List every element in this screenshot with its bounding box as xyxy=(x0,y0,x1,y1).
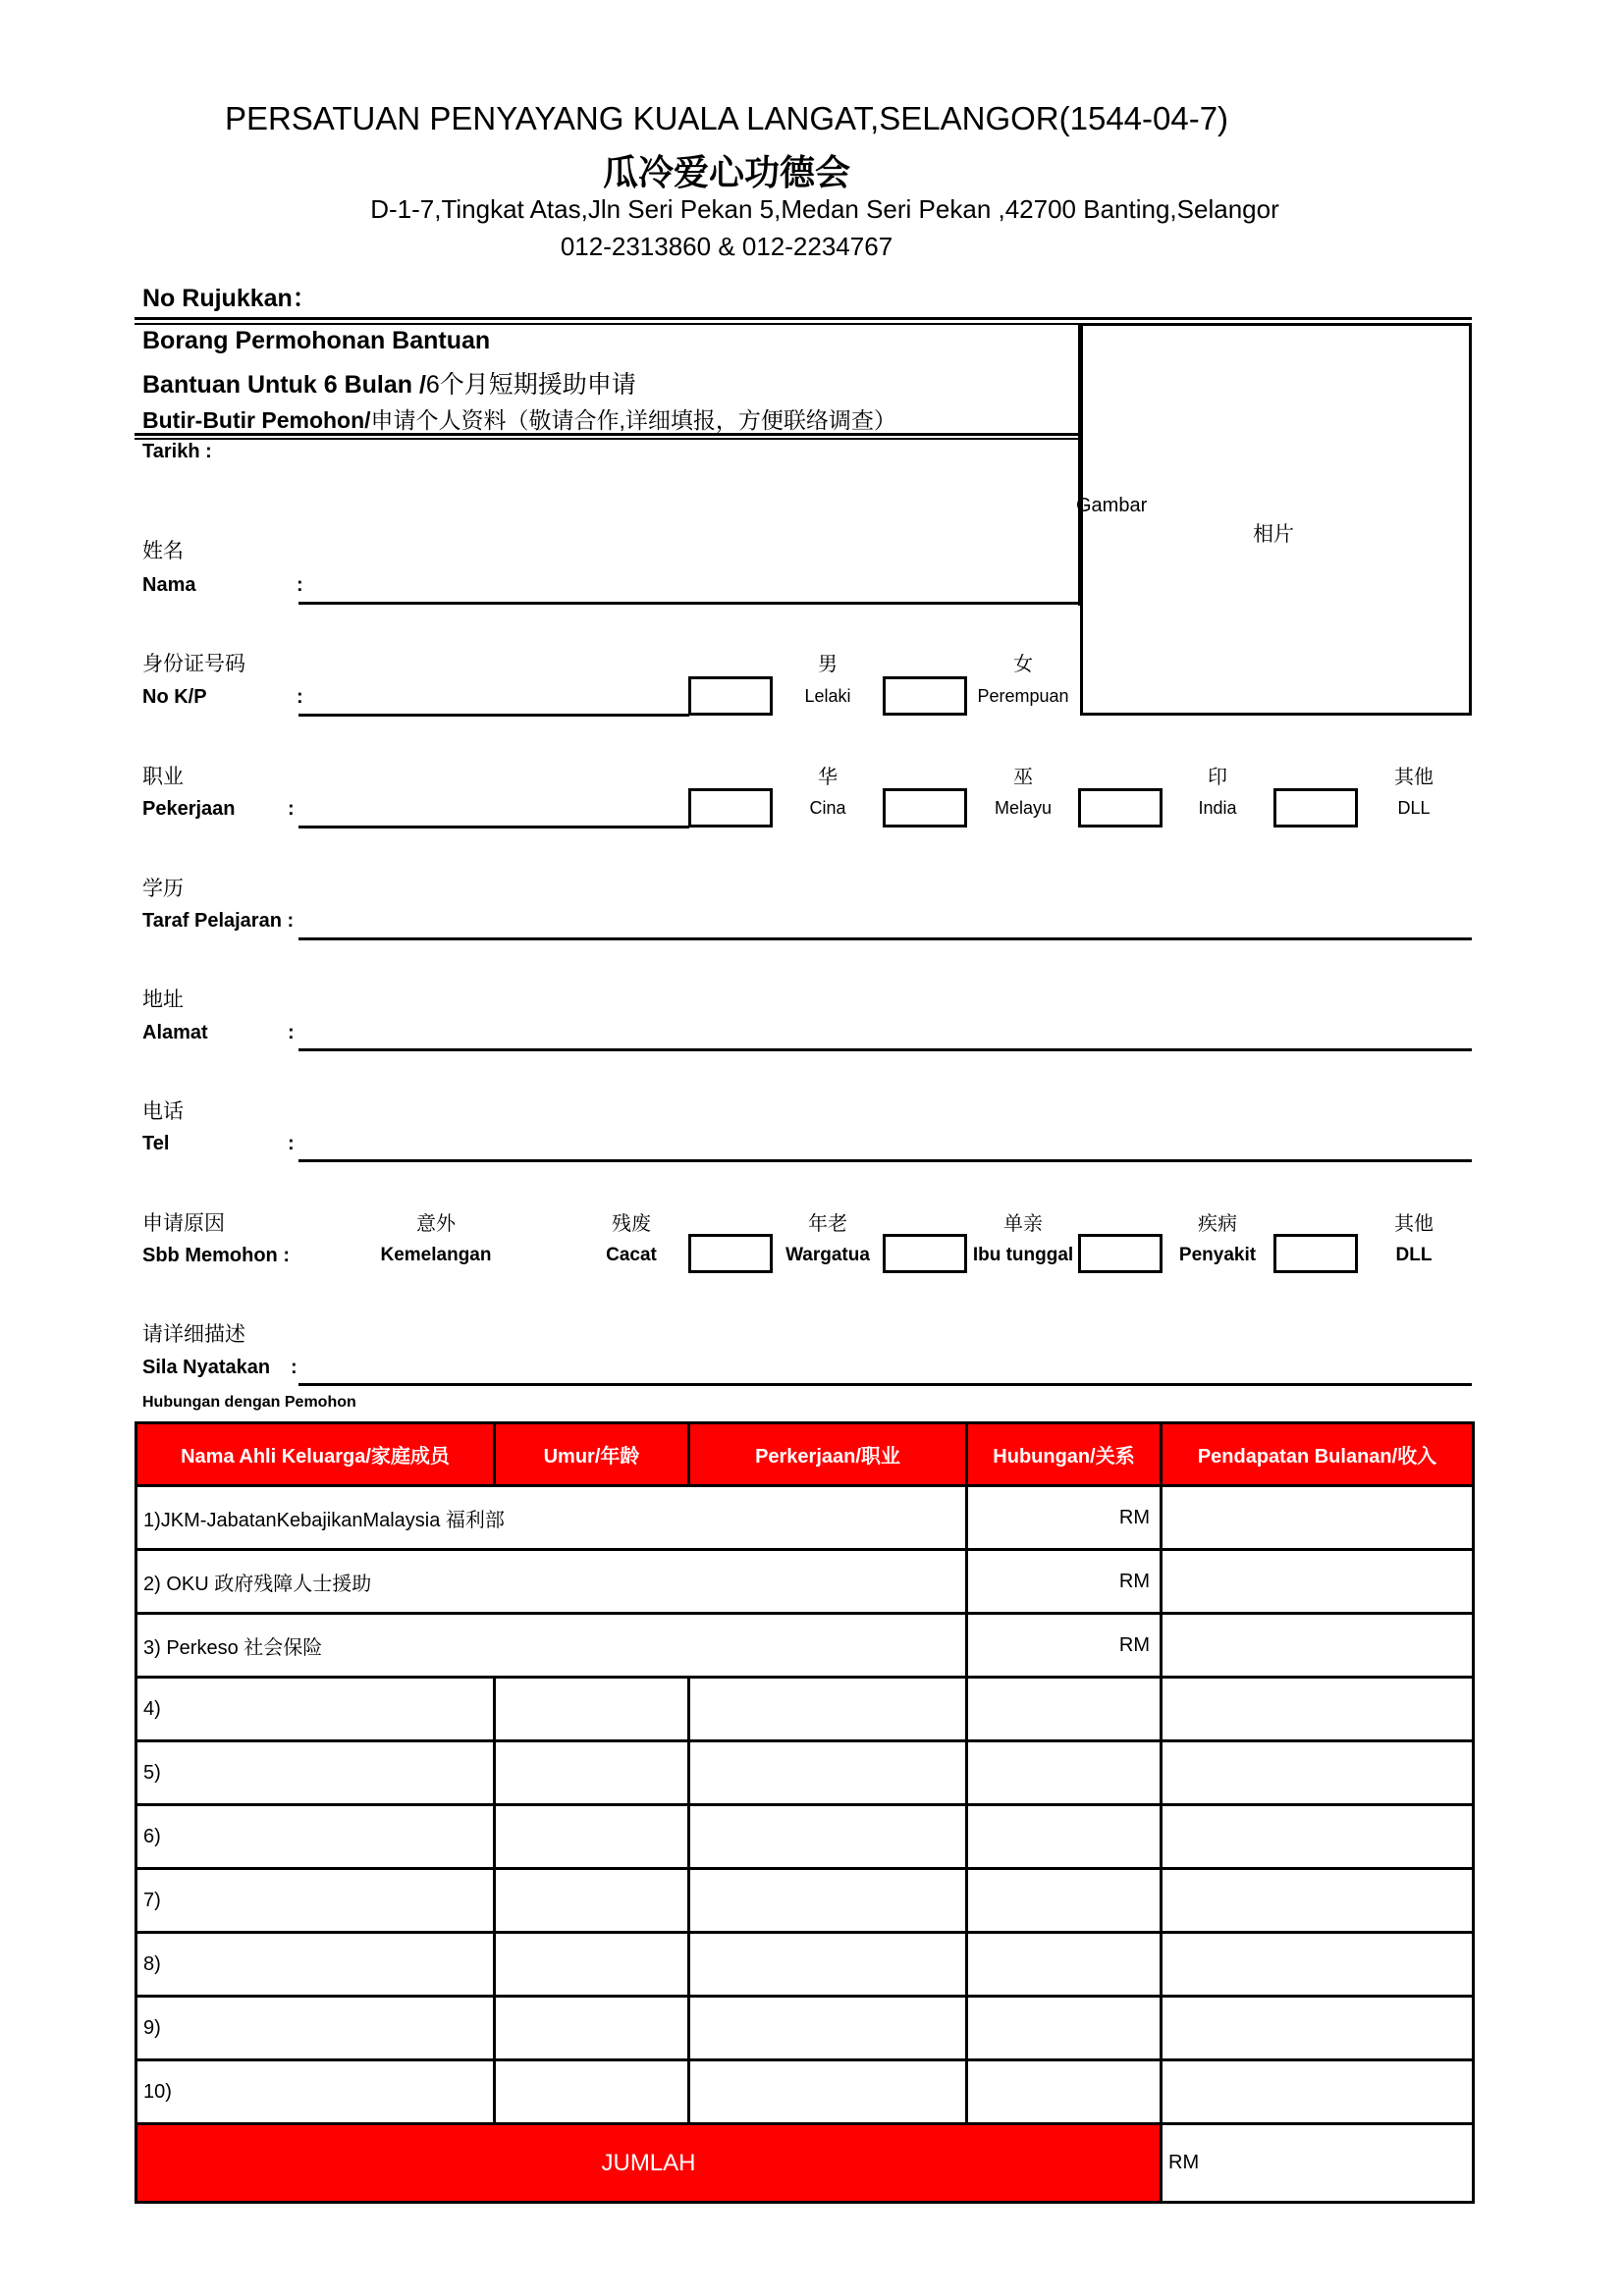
race-indian-label: India xyxy=(1198,798,1237,818)
table-row xyxy=(136,2060,1474,2124)
relation-cell[interactable] xyxy=(967,1678,1162,1741)
female-label: Perempuan xyxy=(977,686,1069,706)
male-label-cn: 男 xyxy=(818,654,838,675)
details-cn: 申请个人资料（敬请合作,详细填报，方便联络调查） xyxy=(370,407,896,433)
age-cell[interactable] xyxy=(495,1678,689,1741)
race-other-label: DLL xyxy=(1397,798,1431,818)
photo-label-cn: 相片 xyxy=(1253,523,1294,546)
row-number: 9) xyxy=(136,1997,495,2060)
applicant-details-heading xyxy=(142,402,896,435)
job-cell[interactable] xyxy=(689,1869,967,1933)
colon: : xyxy=(297,686,303,708)
reason-label-cn: 申请原因 xyxy=(142,1212,225,1235)
describe-field[interactable] xyxy=(298,1383,1472,1386)
org-address: D-1-7,Tingkat Atas,Jln Seri Pekan 5,Medan Seri Pekan ,42700 Banting,Selangor xyxy=(370,194,1279,224)
family-table xyxy=(135,1421,1475,2204)
row-number: 4) xyxy=(136,1678,495,1741)
relation-caption: Hubungan dengan Pemohon xyxy=(142,1394,356,1411)
table-row xyxy=(136,1678,1474,1741)
aid-label: 2) OKU 政府残障人士援助 xyxy=(136,1550,967,1614)
colon: : xyxy=(288,1133,295,1154)
job-field[interactable] xyxy=(298,826,689,828)
row-number: 8) xyxy=(136,1933,495,1997)
relation-cell[interactable] xyxy=(967,1805,1162,1869)
relation-cell[interactable] xyxy=(967,1869,1162,1933)
race-chinese-label-cn: 华 xyxy=(818,767,838,788)
name-label-cn: 姓名 xyxy=(142,540,184,562)
age-cell[interactable] xyxy=(495,1805,689,1869)
relation-cell[interactable] xyxy=(967,1933,1162,1997)
age-cell[interactable] xyxy=(495,1741,689,1805)
job-label: Pekerjaan xyxy=(142,798,236,820)
male-label: Lelaki xyxy=(804,686,851,706)
income-cell[interactable] xyxy=(1162,1741,1474,1805)
age-cell[interactable] xyxy=(495,1997,689,2060)
ic-label: No K/P xyxy=(142,686,207,708)
org-phones: 012-2313860 & 012-2234767 xyxy=(560,232,893,261)
aid-row xyxy=(136,1486,1474,1550)
income-cell[interactable] xyxy=(1162,1678,1474,1741)
reason-single-label-cn: 单亲 xyxy=(1003,1213,1043,1235)
relation-cell[interactable] xyxy=(967,2060,1162,2124)
tel-field[interactable] xyxy=(298,1159,1472,1162)
form-subtitle-ms: Bantuan Untuk 6 Bulan / xyxy=(142,371,426,399)
race-malay-label-cn: 巫 xyxy=(1013,767,1033,788)
job-cell[interactable] xyxy=(689,1997,967,2060)
aid-amount-cell[interactable] xyxy=(1162,1614,1474,1678)
total-row xyxy=(136,2124,1474,2203)
form-subtitle xyxy=(142,365,636,400)
job-label-cn: 职业 xyxy=(142,766,184,788)
reason-old-label: Wargatua xyxy=(785,1245,870,1265)
name-label: Nama xyxy=(142,574,196,596)
reason-single-label: Ibu tunggal xyxy=(972,1245,1074,1265)
edu-label-cn: 学历 xyxy=(142,878,184,900)
col-header-relation: Hubungan/关系 xyxy=(967,1423,1162,1486)
reason-old-label-cn: 年老 xyxy=(808,1213,847,1235)
table-row xyxy=(136,1805,1474,1869)
colon: : xyxy=(288,798,295,820)
photo-label-ms: Gambar xyxy=(1076,495,1148,516)
race-chinese-label: Cina xyxy=(809,798,846,818)
ic-field[interactable] xyxy=(298,714,689,717)
income-cell[interactable] xyxy=(1162,1869,1474,1933)
col-header-income: Pendapatan Bulanan/收入 xyxy=(1162,1423,1474,1486)
details-ms: Butir-Butir Pemohon/ xyxy=(142,407,371,433)
relation-cell[interactable] xyxy=(967,1741,1162,1805)
reason-disabled-label: Cacat xyxy=(606,1245,657,1265)
ic-label-cn: 身份证号码 xyxy=(142,653,245,675)
date-label: Tarikh : xyxy=(142,441,212,462)
income-cell[interactable] xyxy=(1162,2060,1474,2124)
income-cell[interactable] xyxy=(1162,1805,1474,1869)
total-unit[interactable]: RM xyxy=(1162,2124,1474,2203)
row-number: 10) xyxy=(136,2060,495,2124)
reason-accident-label: Kemelangan xyxy=(380,1245,492,1265)
edu-label: Taraf Pelajaran : xyxy=(142,910,295,932)
divider xyxy=(135,317,1472,320)
reason-label: Sbb Memohon : xyxy=(142,1245,290,1266)
aid-label: 3) Perkeso 社会保险 xyxy=(136,1614,967,1678)
reference-label: No Rujukkan： xyxy=(142,285,317,312)
reason-other-label-cn: 其他 xyxy=(1394,1213,1434,1235)
aid-unit: RM xyxy=(967,1614,1162,1678)
table-row xyxy=(136,1741,1474,1805)
describe-label-cn: 请详细描述 xyxy=(142,1323,245,1346)
age-cell[interactable] xyxy=(495,2060,689,2124)
edu-field[interactable] xyxy=(298,937,1472,940)
table-row xyxy=(136,1869,1474,1933)
race-malay-label: Melayu xyxy=(994,798,1053,818)
job-cell[interactable] xyxy=(689,1933,967,1997)
job-cell[interactable] xyxy=(689,1678,967,1741)
colon: : xyxy=(288,1022,295,1043)
org-name-cn: 瓜冷爱心功德会 xyxy=(602,152,850,192)
income-cell[interactable] xyxy=(1162,1933,1474,1997)
aid-label: 1)JKM-JabatanKebajikanMalaysia 福利部 xyxy=(136,1486,967,1550)
aid-row xyxy=(136,1614,1474,1678)
row-number: 5) xyxy=(136,1741,495,1805)
row-number: 7) xyxy=(136,1869,495,1933)
tel-label-cn: 电话 xyxy=(142,1100,184,1123)
aid-unit: RM xyxy=(967,1550,1162,1614)
aid-amount-cell[interactable] xyxy=(1162,1550,1474,1614)
tel-label: Tel xyxy=(142,1133,170,1154)
form-title: Borang Permohonan Bantuan xyxy=(142,327,491,354)
reason-accident-label-cn: 意外 xyxy=(416,1213,456,1235)
aid-unit: RM xyxy=(967,1486,1162,1550)
relation-cell[interactable] xyxy=(967,1997,1162,2060)
col-header-job: Perkerjaan/职业 xyxy=(689,1423,967,1486)
colon: : xyxy=(297,574,303,596)
colon: : xyxy=(291,1357,298,1378)
job-cell[interactable] xyxy=(689,2060,967,2124)
reason-sick-label: Penyakit xyxy=(1178,1245,1257,1265)
income-cell[interactable] xyxy=(1162,1997,1474,2060)
addr-field[interactable] xyxy=(298,1048,1472,1051)
job-cell[interactable] xyxy=(689,1741,967,1805)
divider xyxy=(135,433,1078,436)
org-name: PERSATUAN PENYAYANG KUALA LANGAT,SELANGOR(1544-04-7) xyxy=(224,100,1229,136)
addr-label: Alamat xyxy=(142,1022,208,1043)
table-header-row xyxy=(136,1423,1474,1486)
job-cell[interactable] xyxy=(689,1805,967,1869)
table-row xyxy=(136,1997,1474,2060)
col-header-age: Umur/年龄 xyxy=(495,1423,689,1486)
col-header-name: Nama Ahli Keluarga/家庭成员 xyxy=(136,1423,495,1486)
row-number: 6) xyxy=(136,1805,495,1869)
reason-disabled-label-cn: 残废 xyxy=(612,1213,651,1235)
addr-label-cn: 地址 xyxy=(142,988,184,1011)
aid-amount-cell[interactable] xyxy=(1162,1486,1474,1550)
age-cell[interactable] xyxy=(495,1869,689,1933)
divider xyxy=(135,438,1078,440)
describe-label: Sila Nyatakan xyxy=(142,1357,271,1378)
race-other-label-cn: 其他 xyxy=(1394,767,1434,788)
female-label-cn: 女 xyxy=(1013,654,1033,675)
reason-other-label: DLL xyxy=(1395,1245,1433,1265)
name-field[interactable] xyxy=(298,602,1080,605)
table-row xyxy=(136,1933,1474,1997)
form-subtitle-cn: 6个月短期援助申请 xyxy=(425,371,636,399)
aid-row xyxy=(136,1550,1474,1614)
race-indian-label-cn: 印 xyxy=(1208,767,1227,788)
total-label: JUMLAH xyxy=(136,2124,1162,2203)
age-cell[interactable] xyxy=(495,1933,689,1997)
reason-sick-label-cn: 疾病 xyxy=(1198,1213,1237,1235)
